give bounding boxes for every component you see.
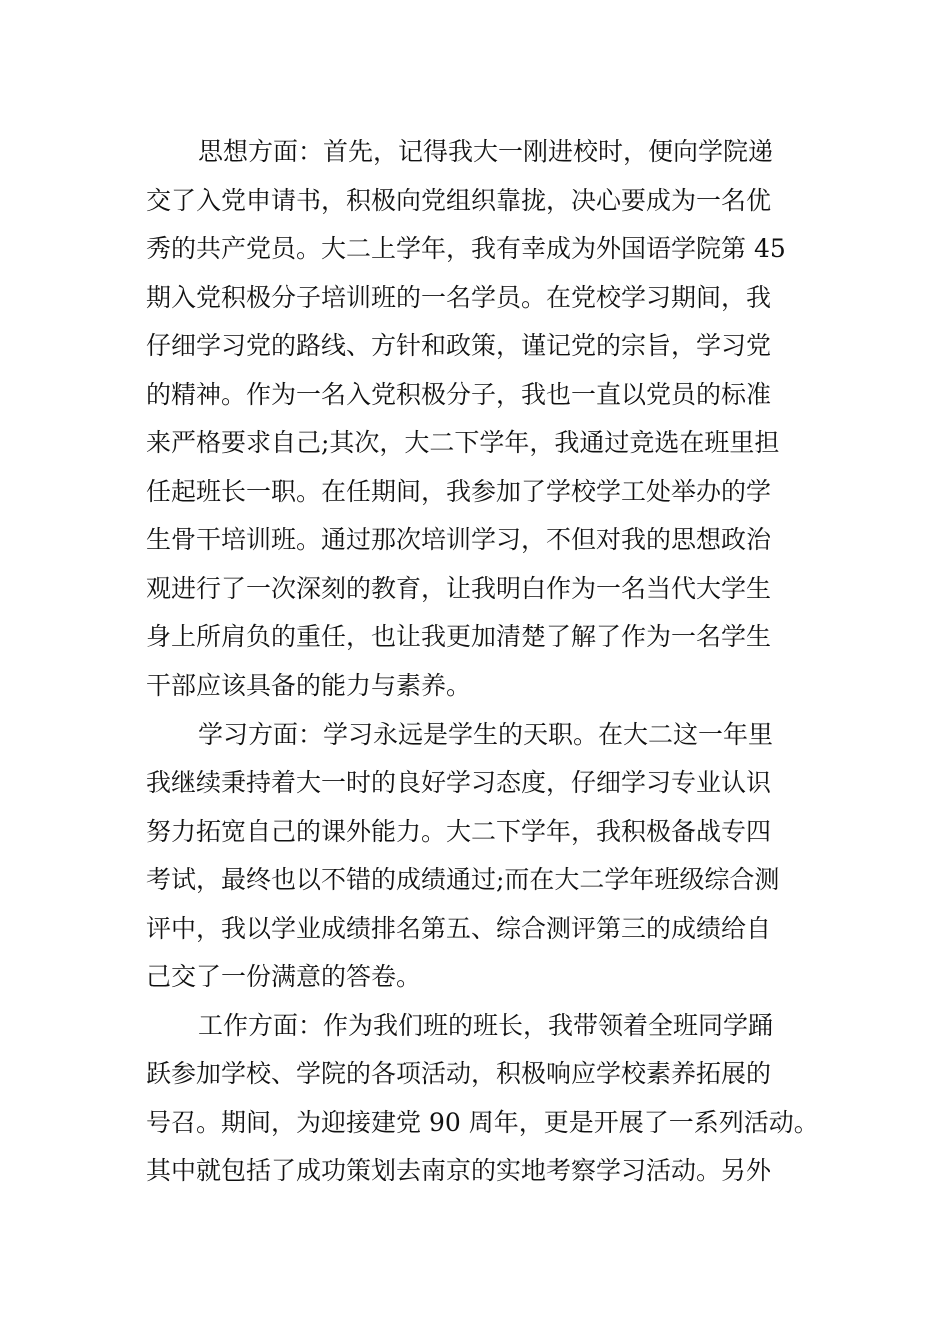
text-line: 观进行了一次深刻的教育，让我明白作为一名当代大学生 — [146, 573, 772, 603]
paragraph-study — [146, 711, 826, 1002]
text-line: 任起班长一职。在任期间，我参加了学校学工处举办的学 — [146, 476, 772, 506]
text-line: 仔细学习党的路线、方针和政策，谨记党的宗旨，学习党 — [146, 331, 772, 361]
text-line: 的精神。作为一名入党积极分子，我也一直以党员的标准 — [146, 379, 772, 409]
text-line: 来严格要求自己;其次，大二下学年，我通过竞选在班里担 — [146, 428, 780, 458]
text-line: 交了入党申请书，积极向党组织靠拢，决心要成为一名优 — [146, 185, 772, 215]
text-line: 期入党积极分子培训班的一名学员。在党校学习期间，我 — [146, 282, 772, 312]
text-line: 工作方面：作为我们班的班长，我带领着全班同学踊 — [198, 1010, 774, 1040]
text-line: 学习方面：学习永远是学生的天职。在大二这一年里 — [198, 719, 774, 749]
paragraph-work — [146, 1002, 826, 1196]
text-line: 考试，最终也以不错的成绩通过;而在大二学年班级综合测 — [146, 865, 780, 895]
text-line: 生骨干培训班。通过那次培训学习，不但对我的思想政治 — [146, 525, 772, 555]
text-line: 干部应该具备的能力与素养。 — [146, 671, 472, 701]
text-line: 秀的共产党员。大二上学年，我有幸成为外国语学院第 45 — [146, 234, 786, 264]
text-line: 评中，我以学业成绩排名第五、综合测评第三的成绩给自 — [146, 913, 772, 943]
text-line: 身上所肩负的重任，也让我更加清楚了解了作为一名学生 — [146, 622, 772, 652]
text-line: 其中就包括了成功策划去南京的实地考察学习活动。另外 — [146, 1156, 772, 1186]
text-line: 号召。期间，为迎接建党 90 周年，更是开展了一系列活动。 — [146, 1107, 819, 1137]
paragraph-thought — [146, 128, 826, 711]
text-line: 我继续秉持着大一时的良好学习态度，仔细学习专业认识 — [146, 768, 772, 798]
text-line: 思想方面：首先，记得我大一刚进校时，便向学院递 — [198, 137, 774, 166]
text-line: 努力拓宽自己的课外能力。大二下学年，我积极备战专四 — [146, 816, 772, 846]
document-body — [146, 128, 826, 1196]
text-line: 跃参加学校、学院的各项活动，积极响应学校素养拓展的 — [146, 1059, 772, 1089]
text-line: 己交了一份满意的答卷。 — [146, 962, 422, 992]
